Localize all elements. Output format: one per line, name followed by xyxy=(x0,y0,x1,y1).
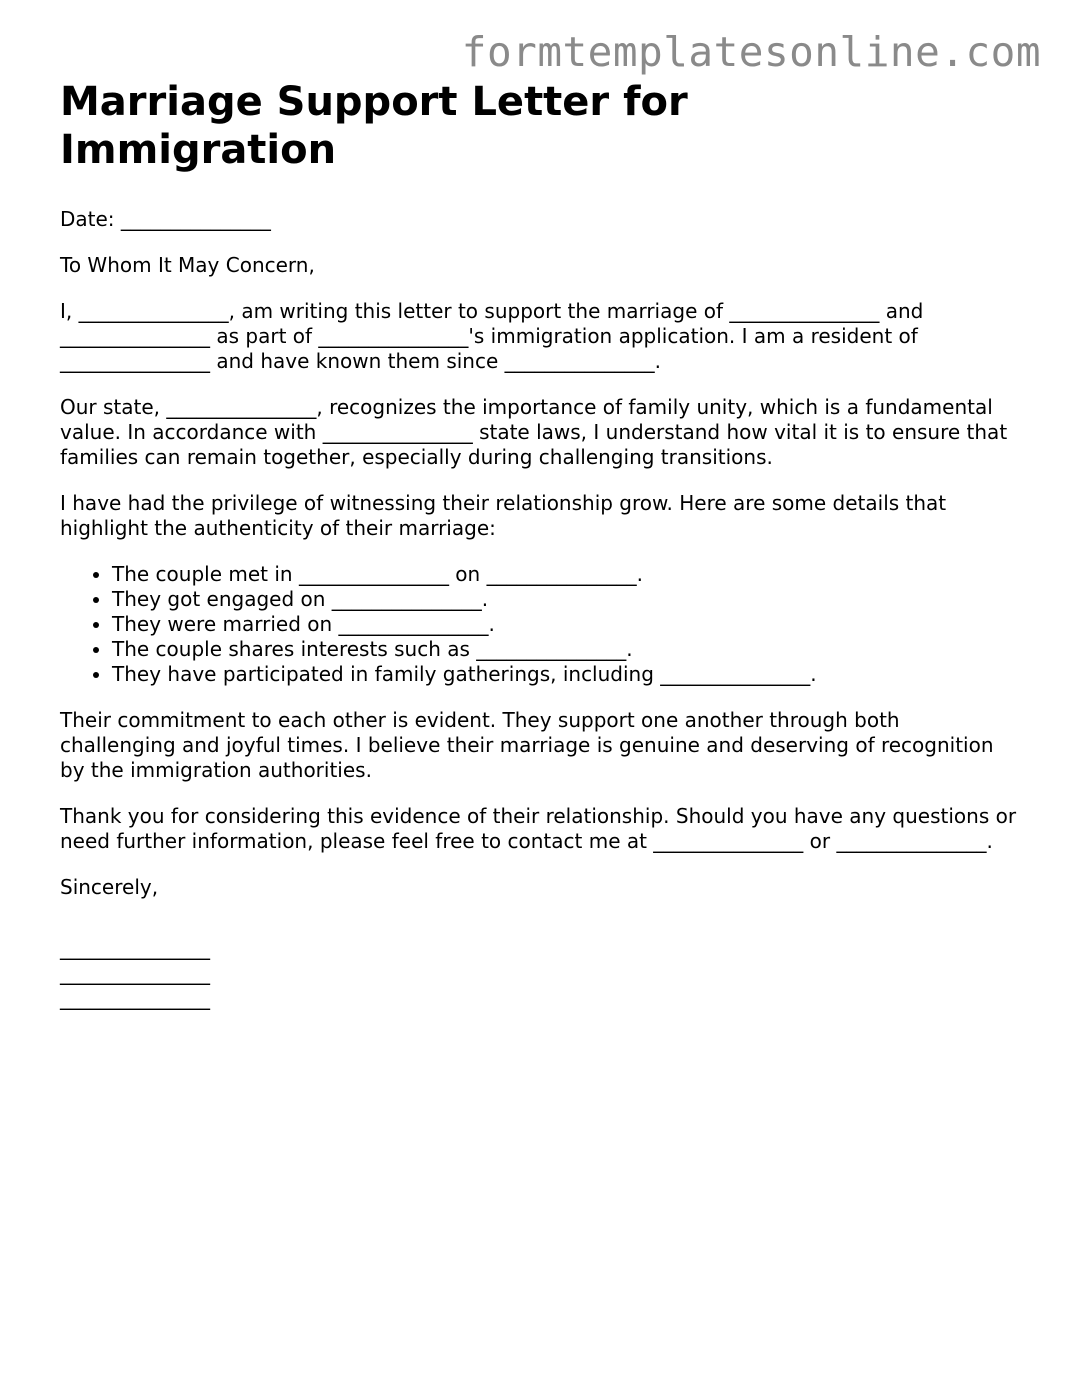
list-item: • They have participated in family gatherings, including _______________. xyxy=(112,662,1020,687)
signature-block xyxy=(60,936,1020,1011)
list-item: • The couple shares interests such as _______________. xyxy=(112,637,1020,662)
list-item: • They were married on _______________. xyxy=(112,612,1020,637)
title-line-1: Marriage Support Letter for xyxy=(60,79,688,125)
letter-page xyxy=(60,78,1020,1011)
page-title xyxy=(60,78,1020,174)
title-line-2: Immigration xyxy=(60,127,337,173)
signature-line: _______________ xyxy=(60,936,210,960)
state-paragraph: Our state, _______________, recognizes the importance of family unity, which is a fundamental value. In accordance with _______________ state laws, I understand how vital it is to ensure that families can remain together, especially during challenging transitions. xyxy=(60,395,1008,469)
commitment-paragraph: Their commitment to each other is evident. They support one another through both challenging and joyful times. I believe their marriage is genuine and deserving of recognition by the immigration authorities. xyxy=(60,708,994,782)
signature-line: _______________ xyxy=(60,986,210,1010)
salutation: To Whom It May Concern, xyxy=(60,253,315,277)
witness-paragraph: I have had the privilege of witnessing their relationship grow. Here are some details that highlight the authenticity of their marriage: xyxy=(60,491,947,540)
thanks-paragraph: Thank you for considering this evidence of their relationship. Should you have any questions or need further information, please feel free to contact me at _______________ or _______________. xyxy=(60,804,1017,853)
signature-line: _______________ xyxy=(60,961,210,985)
closing: Sincerely, xyxy=(60,875,159,899)
watermark-text: formtemplatesonline.com xyxy=(461,28,1041,76)
list-item: • They got engaged on _______________. xyxy=(112,587,1020,612)
details-list xyxy=(60,562,1020,687)
list-item: • The couple met in _______________ on _______________. xyxy=(112,562,1020,587)
date-line: Date: _______________ xyxy=(60,207,271,231)
intro-paragraph: I, _______________, am writing this letter to support the marriage of _______________ and _______________ as part of _______________'s immigration application. I am a resident of _______________ and have known them since _______________. xyxy=(60,299,924,373)
